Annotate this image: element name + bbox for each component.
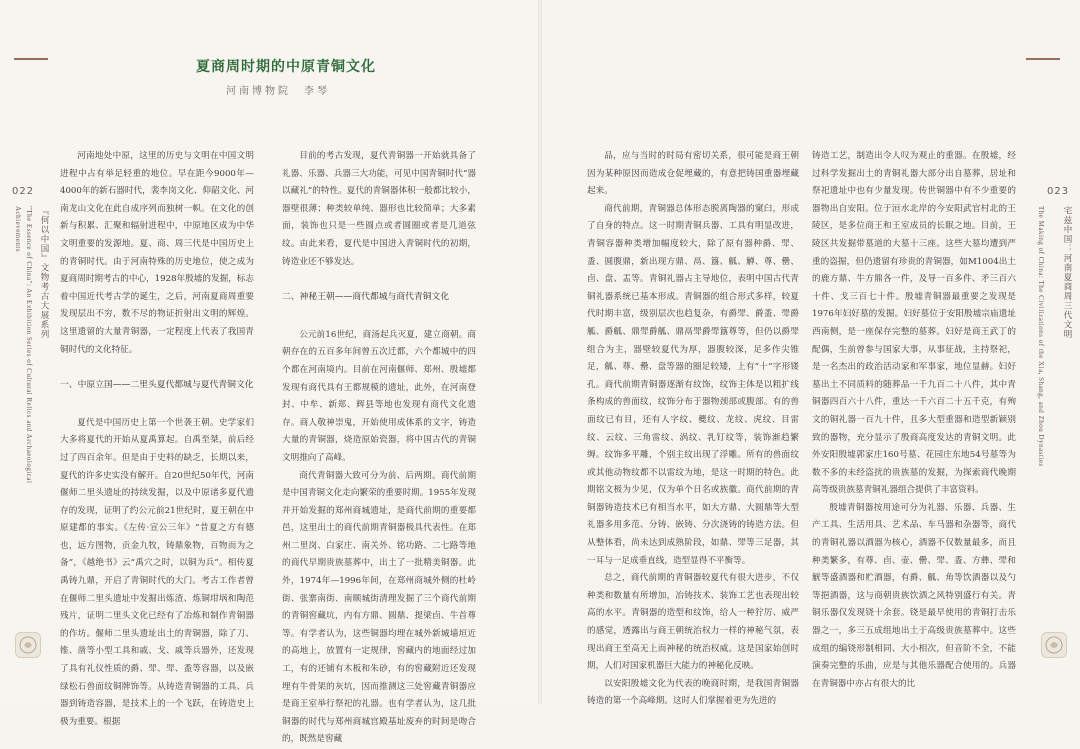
body-paragraph: 河南地处中原，这里的历史与文明在中国文明进程中占有举足轻重的地位。早在距今9000年—4000年的新石器时代，裴李岗文化、仰韶文化、河南龙山文化在此自成序列而独树一帜。在文化的创新与积累、汇聚和辐射进程中，中原地区成为中华文明重要的发源地。夏、商、周三代是中国历史上的青铜时代。由于河南特殊的历史地位，使之成为夏商周时期考古的中心，1928年殷墟的发掘，标志着中国近代考古学的诞生，之后，河南夏商周重要发现层出不穷，数不尽的物证折射出文明的辉煌。这里遗留的大量青铜器，一定程度上代表了我国青铜时代的文化特征。: [60, 148, 254, 359]
right-series-title-cn: 宅兹中国：河南夏商周三代文明: [1061, 206, 1072, 339]
text-column-3: [587, 148, 799, 711]
left-series-title-en: "The Essence of China": An Exhibition Series of Cultural Relics and Archaeological Achievements: [12, 206, 34, 506]
article-author: 河南博物院 李琴: [226, 82, 330, 97]
left-ornament-seal-icon: [15, 632, 41, 658]
body-paragraph: 夏代是中国历史上第一个世袭王朝。史学家们大多将夏代的开始从夏禹算起。自禹至桀，前后经过了四百余年。但是由于史料的缺乏，长期以来，夏代的许多史实没有解开。自20世纪50年代，河南偃师二里头遗址的持续发掘，以及中原诸多夏代遗存的发现，证明了约公元前21世纪时，夏王朝在中原建都的事实。《左传·宣公三年》“昔夏之方有德也，远方图物，贡金九牧，铸鼎象物，百物而为之备”，《越绝书》云“禹穴之时，以铜为兵”。相传夏禹铸九鼎，开启了青铜时代的大门。考古工作者曾在偃师二里头遗址中发掘出炼渣、炼铜坩埚和陶范残片，证明二里头文化已经有了冶炼和制作青铜器的作坊。偃师二里头遗址出土的青铜器，除了刀、锥、凿等小型工具和戚、戈、戚等兵器外，还发现了具有礼仪性质的爵、斝、斝、盉等容器，以及嵌绿松石兽面纹铜牌饰等。从铸造青铜器的工具、兵器到铸造容器，是技术上的一个飞跃，在铸造史上极为重要。根据: [60, 415, 254, 732]
body-paragraph: 殷墟青铜器按用途可分为礼器、乐器、兵器、生产工具、生活用具、艺术品、车马器和杂器等，商代的青铜礼器以酒器为核心，酒器不仅数量最多，而且种类繁多，有尊、卣、壶、罍、斝、盉、方彝、斝和觥等盛酒器和贮酒器，有爵、觚、角等饮酒器以及勺等挹酒器，这与商朝贵族饮酒之风特别盛行有关。青铜乐器仅发现铙十余套。铙是最早使用的青铜打击乐器之一，多三五成组地出土于高级贵族墓葬中。这些成组的编铙形制相同、大小相次，但音阶不全，不能演奏完整的乐曲，应是与其他乐器配合使用的。兵器在青铜器中亦占有很大的比: [812, 500, 1016, 694]
right-page-number: 023: [1047, 186, 1069, 197]
right-series-title-en: The Making of China: The Civilizations of the Xia, Shang, and Zhou Dynasties: [1035, 206, 1046, 506]
text-column-4: [812, 148, 1016, 693]
right-header-rule: [1026, 58, 1060, 60]
left-page-number: 022: [12, 186, 34, 197]
body-paragraph: 目前的考古发现，夏代青铜器一开始就具备了礼器、乐器、兵器三大功能，可见中国青铜时代“器以藏礼”的特性。夏代的青铜器体积一般都比较小，器壁很薄；种类较单纯、器形也比较简单；大多素面，装饰也只是一些圆点或者圆圈或者是几道弦纹。由此来看，夏代是中国进入青铜时代的初期，铸造业还不够发达。: [282, 148, 476, 271]
section-heading: 一、中原立国——二里头夏代都城与夏代青铜文化: [60, 377, 254, 395]
text-column-2: [282, 148, 476, 749]
text-column-1: [60, 148, 254, 731]
section-heading: 二、神秘王朝——商代都城与商代青铜文化: [282, 289, 476, 307]
body-paragraph: 商代前期，青铜器总体形态脱离陶器的窠臼，形成了自身的特点。这一时期青铜兵器、工具有明显改进，青铜容器种类增加幅度较大，除了原有器种爵、斝、盉、圆腹鼎，新出现方鼎、鬲、簋、觚、觯、尊、罍、卣、盘、盂等。青铜礼器占主导地位，表明中国古代青铜礼器系统已基本形成。青铜器的组合形式多样，较夏代时期丰富，级别层次也趋复杂，有爵斝、爵盉、斝爵觚、爵觚、鼎斝爵觚、鼎鬲斝爵斝簋尊等，但仍以爵斝组合为主，器壁较夏代为厚，器腹较深，足多作尖锥足，觚、尊、罍、盘等器的圈足较矮，上有“十”字形镂孔。商代前期青铜器逐渐有纹饰，纹饰主体是以粗扩线条构成的兽面纹，纹饰分布于器物颈部或腹部。有的兽面纹已有目，还有人字纹、夔纹、龙纹、虎纹、目雷纹、云纹、三角雷纹、涡纹、乳钉纹等，装饰渐趋繁缛。纹饰多平雕，个别主纹出现了浮雕。所有的兽面纹或其他动物纹都不以雷纹为地，是这一时期的特色。此期铭文极为少见，仅为单个日名或族徽。商代前期的青铜器铸造技术已有相当水平，如大方鼎、大圆鼎等大型礼器多用多范、分铸、嵌铸、分次浇铸的铸造方法。但从整体看，尚未达到成熟阶段，如鼎、斝等三足器，其一耳与一足成垂直线，造型显得不平衡等。: [587, 201, 799, 570]
body-paragraph: 总之，商代前期的青铜器较夏代有很大进步，不仅种类和数量有所增加，冶铸技术、装饰工艺也表现出较高的水平。青铜器的造型和纹饰，给人一种狞厉、威严的感觉，透露出与商王朝统治权力一样的神秘气氛，表现出商王至高无上而神秘的统治权威。这是国家始创时期，人们对国家机器巨大能力的神秘化反映。: [587, 570, 799, 676]
body-paragraph: 商代青铜器大致可分为前、后两期。商代前期是中国青铜文化走向繁荣的重要时期。1955年发现并开始发掘的郑州商城遗址，是商代前期的重要都邑，这里出土的商代前期青铜器极具代表性。在郑州二里岗、白家庄、南关外、铭功路、二七路等地的商代早期贵族墓葬中，出土了一批精美铜器。此外，1974年—1996年间，在郑州商城外侧的杜岭街、张寨南街、南顺城街清理发掘了三个商代前期的青铜窖藏坑，内有方鼎、圆鼎、提梁卣、牛首尊等。有学者认为，这些铜器均埋在城外新城墙垣近的高地上，放置有一定规律，窖藏内的地面经过加工，有的还铺有木板和朱砂，有的窖藏附近还发现埋有牛骨架的灰坑，因而推测这三处窖藏青铜器应是商王室举行祭祀的礼器。也有学者认为，这几批铜器的时代与郑州商城宫殿基址废弃的时间是吻合的，既然是窖藏: [282, 468, 476, 749]
body-paragraph: 以安阳殷墟文化为代表的晚商时期，是我国青铜器铸造的第一个高峰期。这时人们掌握着更为先进的: [587, 676, 799, 711]
article-title: 夏商周时期的中原青铜文化: [196, 56, 376, 76]
left-series-title: [8, 206, 52, 506]
book-gutter: [538, 0, 542, 704]
right-series-title: [1031, 206, 1075, 506]
body-paragraph: 品，应与当时的时局有密切关系，很可能是商王朝因为某种原因而造成仓促埋藏的，有意把铸国重器埋藏起来。: [587, 148, 799, 201]
body-paragraph: 公元前16世纪，商汤起兵灭夏，建立商朝。商朝存在的五百多年间曾五次迁都，六个都城中的四个都在河南境内。目前在河南偃师、郑州、殷墟都发现有商代具有王都规模的遗址，此外，在河南登封、中牟、新郑、辉县等地也发现有商代文化遗存。商人敬神崇鬼，开始使用成体系的文字，铸造大量的青铜器，烧造原始瓷器，将中国古代的青铜文明推向了高峰。: [282, 327, 476, 468]
left-series-title-cn: 『何以中国』文物考古大展系列: [38, 206, 49, 339]
left-header-rule: [14, 58, 48, 60]
body-paragraph: 铸造工艺，制造出令人叹为观止的重器。在殷墟，经过科学发掘出土的青铜礼器大部分出自墓葬，居址和祭祀遗址中也有少量发现。传世铜器中有不少重要的器物出自安阳。位于洹水北岸的今安阳武官村北的王陵区，是多位商王和王室成员的长眠之地。目前，王陵区共发掘带墓道的大墓十三座。这些大墓均遭到严重的盗掘，但仍遗留有珍贵的青铜器，如M1004出土的鹿方鼎、牛方鼎各一件，及导一百多件、矛三百六十件、戈三百七十件。殷墟青铜器最重要之发现是1976年妇好墓的发掘。妇好墓位于安阳殷墟宗庙遗址西南侧，是一座保存完整的墓葬。妇好是商王武丁的配偶，生前曾参与国家大事，从事征战，主持祭祀，是一名杰出的政治活动家和军事家，地位显赫。妇好墓出土不同质料的随葬品一千九百二十八件，其中青铜器四百六十八件，重达一千六百二十五千克，有殉文的铜礼器一百九十件，且多大型重器和造型新颖别致的器物，充分显示了殷商高度发达的青铜文明。此外安阳殷墟郭家庄160号墓、花园庄东地54号墓等为数不多的未经盗扰的贵族墓的发掘，为探索商代晚期高等级贵族墓青铜礼器组合提供了丰富资料。: [812, 148, 1016, 500]
right-ornament-seal-icon: [1041, 632, 1067, 658]
